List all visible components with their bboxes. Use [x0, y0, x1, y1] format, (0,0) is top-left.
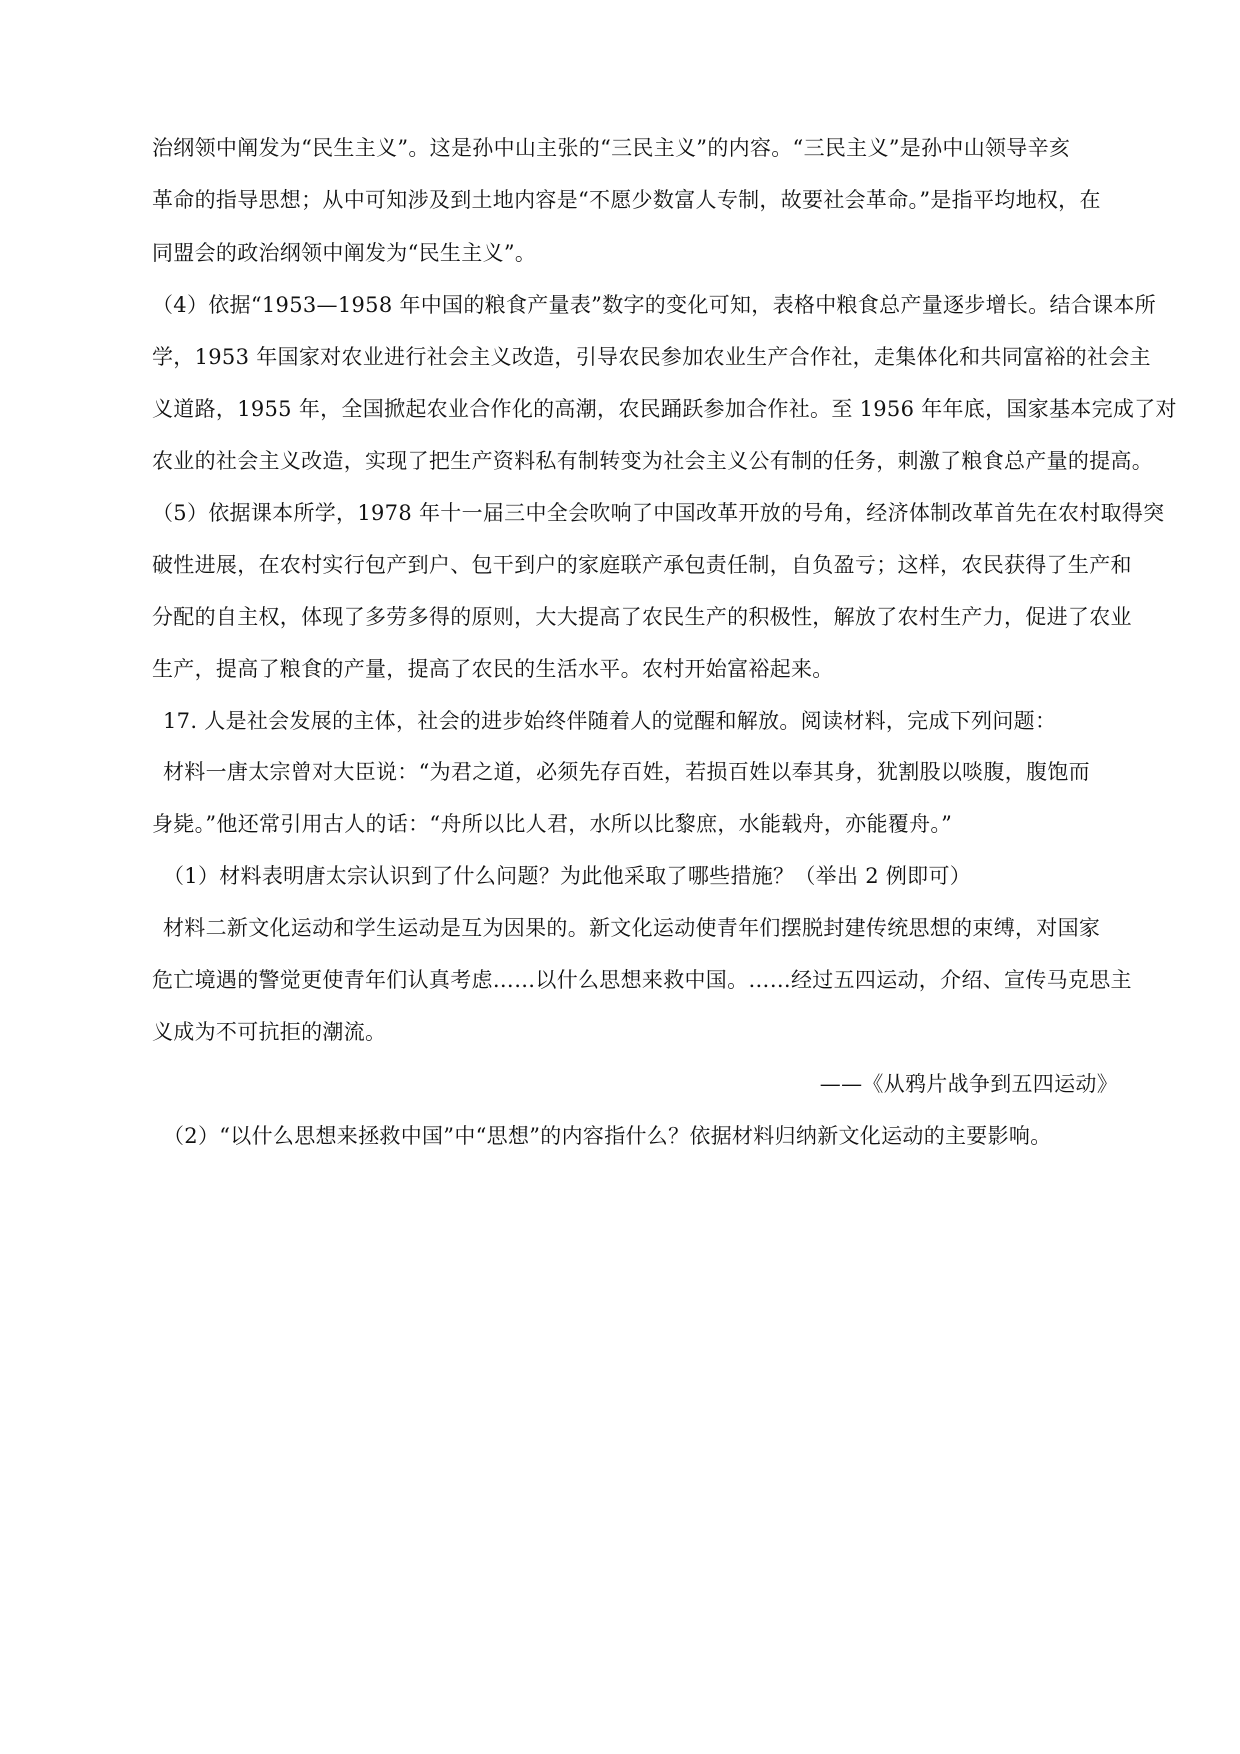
text-line: 革命的指导思想；从中可知涉及到土地内容是“不愿少数富人专制，故要社会革命。”是指平均地权，在: [152, 188, 1101, 212]
text-line: 义成为不可抗拒的潮流。: [152, 1020, 387, 1044]
question-17: 17. 人是社会发展的主体，社会的进步始终伴随着人的觉醒和解放。阅读材料，完成下列问题：: [163, 709, 1057, 733]
text-line: （4）依据“1953—1958 年中国的粮食产量表”数字的变化可知，表格中粮食总产量逐步增长。结合课本所: [152, 293, 1156, 317]
question-2: （2）“以什么思想来拯救中国”中“思想”的内容指什么？依据材料归纳新文化运动的主要影响。: [163, 1124, 1052, 1148]
text-line: 义道路，1955 年，全国掀起农业合作化的高潮，农民踊跃参加合作社。至 1956 年年底，国家基本完成了对: [152, 397, 1177, 421]
text-line: 生产，提高了粮食的产量，提高了农民的生活水平。农村开始富裕起来。: [152, 657, 834, 681]
text-line: （5）依据课本所学，1978 年十一届三中全会吹响了中国改革开放的号角，经济体制改革首先在农村取得突: [152, 501, 1165, 525]
text-line: 学，1953 年国家对农业进行社会主义改造，引导农民参加农业生产合作社，走集体化和共同富裕的社会主: [152, 345, 1151, 369]
material-2-text: 材料二新文化运动和学生运动是互为因果的。新文化运动使青年们摆脱封建传统思想的束缚，对国家: [163, 916, 1101, 940]
text-line: 治纲领中阐发为“民生主义”。这是孙中山主张的“三民主义”的内容。“三民主义”是孙中山领导辛亥: [152, 136, 1071, 160]
question-1: （1）材料表明唐太宗认识到了什么问题？为此他采取了哪些措施？（举出 2 例即可）: [163, 864, 972, 888]
text-line: 危亡境遇的警觉更使青年们认真考虑……以什么思想来救中国。……经过五四运动，介绍、宣传马克思主: [152, 968, 1132, 992]
text-line: 分配的自主权，体现了多劳多得的原则，大大提高了农民生产的积极性，解放了农村生产力，促进了农业: [152, 605, 1132, 629]
text-line: 破性进展，在农村实行包产到户、包干到户的家庭联产承包责任制，自负盈亏；这样，农民获得了生产和: [152, 553, 1132, 577]
material-1-text: 材料一唐太宗曾对大臣说：“为君之道，必须先存百姓，若损百姓以奉其身，犹割股以啖腹，腹饱而: [163, 760, 1090, 784]
source-citation: ——《从鸦片战争到五四运动》: [819, 1072, 1118, 1096]
text-line: 身毙。”他还常引用古人的话：“舟所以比人君，水所以比黎庶，水能载舟，亦能覆舟。”: [152, 812, 953, 836]
text-line: 同盟会的政治纲领中阐发为“民生主义”。: [152, 241, 537, 265]
text-line: 农业的社会主义改造，实现了把生产资料私有制转变为社会主义公有制的任务，刺激了粮食总产量的提高。: [152, 449, 1154, 473]
